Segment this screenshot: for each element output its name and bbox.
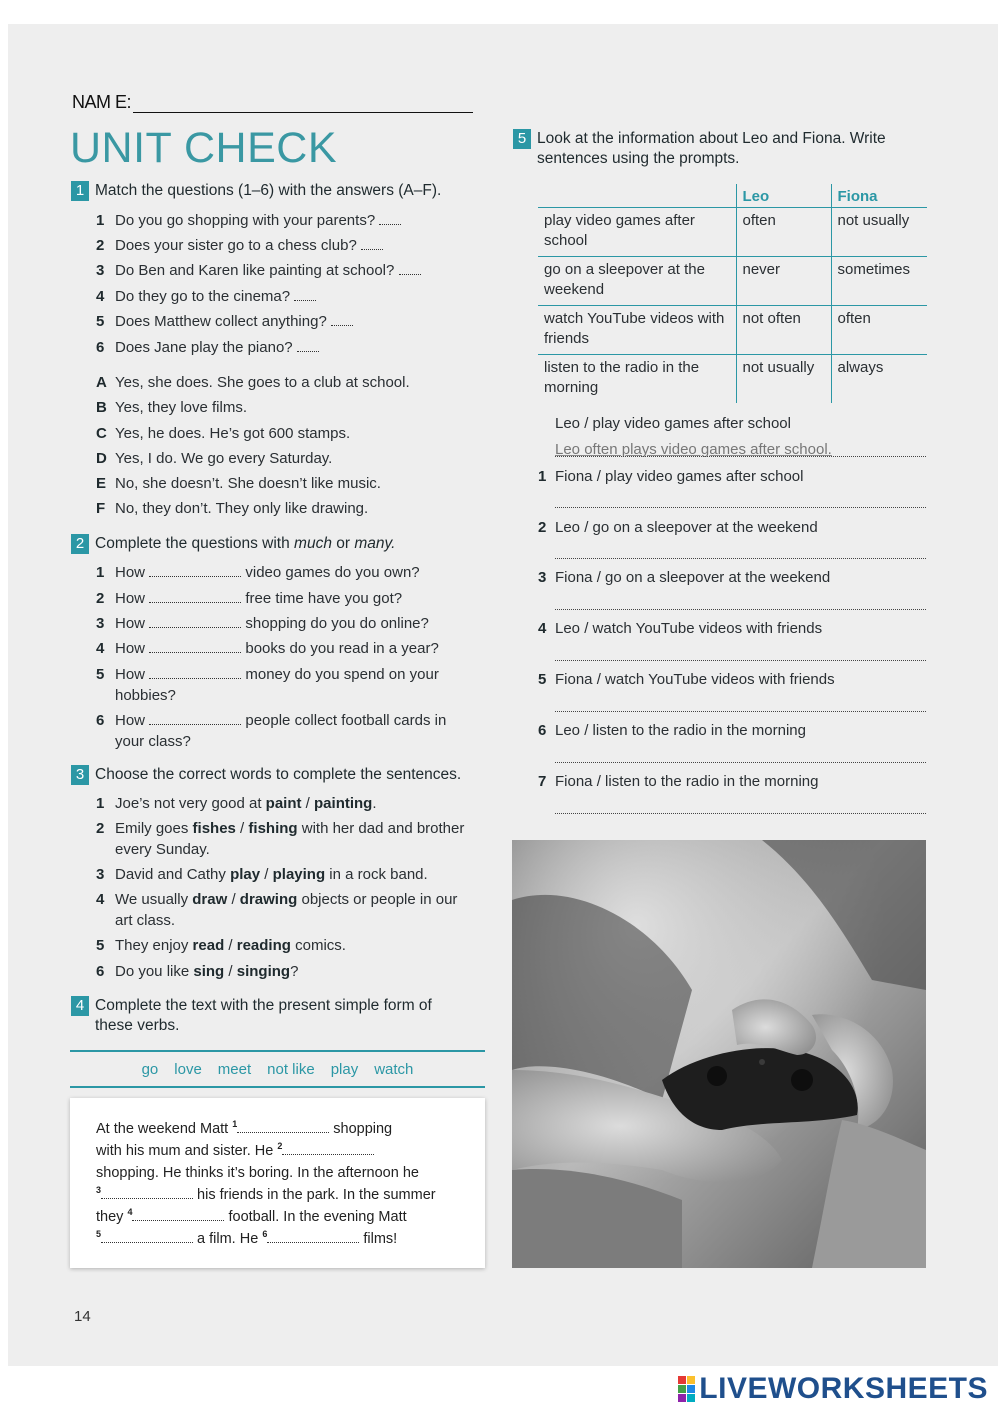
choose-sentence: 3 David and Cathy play / playing in a rock band. <box>96 866 428 883</box>
activity-cell: listen to the radio in the morning <box>544 359 700 396</box>
write-prompt: 5 Fiona / watch YouTube videos with friends <box>538 671 835 688</box>
option-a[interactable]: sing <box>193 963 225 980</box>
gap-fill-text: At the weekend Matt $^1$ shopping with his mum and sister. He $^2$ shopping. He thinks it’s boring. In the afternoon he $^3$ his friends in the park. In the summer they $^4$ football. In the evening Matt $^5$ a film. He $^6$ films! <box>70 1098 485 1268</box>
section-number: 5 <box>513 129 531 149</box>
leo-cell: not usually <box>736 355 831 404</box>
fiona-cell: sometimes <box>831 257 927 306</box>
answer-blank[interactable] <box>361 236 383 250</box>
write-prompt: 4 Leo / watch YouTube videos with friends <box>538 620 823 637</box>
option-b[interactable]: singing <box>236 963 291 980</box>
word-bank-item: meet <box>217 1060 252 1078</box>
fiona-cell: not usually <box>831 208 927 257</box>
liveworksheets-logo <box>678 1372 988 1406</box>
section-instruction: Complete the text with the present simple form of these verbs. <box>95 997 432 1034</box>
choose-sentence: 5 They enjoy read / reading comics. <box>96 937 346 954</box>
match-answer: F No, they don’t. They only like drawing. <box>96 500 369 517</box>
write-prompt: 2 Leo / go on a sleepover at the weekend <box>538 519 818 536</box>
gaming-controller-photo <box>512 840 926 1268</box>
section-5-heading <box>513 129 886 169</box>
word-bank-item: go <box>141 1060 159 1078</box>
name-label: NAM E: <box>72 92 132 112</box>
brand-grid-icon <box>678 1376 695 1402</box>
answer-blank[interactable] <box>297 338 319 352</box>
section-1-heading <box>71 181 441 201</box>
write-prompt: 3 Fiona / go on a sleepover at the weekend <box>538 569 831 586</box>
write-prompt: 6 Leo / listen to the radio in the morning <box>538 722 806 739</box>
match-answer: C Yes, he does. He’s got 600 stamps. <box>96 425 351 442</box>
answer-blank[interactable] <box>399 261 421 275</box>
example-prompt: Leo / play video games after school <box>555 415 791 432</box>
answer-blank[interactable] <box>149 614 241 628</box>
leo-cell: never <box>736 257 831 306</box>
write-prompt: 7 Fiona / listen to the radio in the morning <box>538 773 819 790</box>
answer-line[interactable] <box>555 506 926 508</box>
option-b[interactable]: playing <box>272 866 326 883</box>
choose-sentence: 1 Joe’s not very good at paint / painting. <box>96 795 377 812</box>
table-row <box>538 257 927 306</box>
match-question: 5 Does Matthew collect anything? <box>96 311 353 332</box>
option-b[interactable]: painting <box>314 795 373 812</box>
much-many-question: 1 How video games do you own? <box>96 564 420 581</box>
section-instruction: Match the questions (1–6) with the answers (A–F). <box>95 182 442 199</box>
word-bank-item: watch <box>374 1060 414 1078</box>
answer-line[interactable] <box>555 812 926 814</box>
activity-cell: watch YouTube videos with friends <box>538 306 736 355</box>
choose-sentence: 2 Emily goes fishes / fishing with her dad and brother every Sunday. <box>96 820 465 858</box>
choose-sentence: 6 Do you like sing / singing? <box>96 963 299 980</box>
section-number: 1 <box>71 181 89 201</box>
section-instruction: Complete the questions with much or many. <box>95 535 396 552</box>
much-many-question: 5 How money do you spend on your hobbies? <box>96 666 439 704</box>
table-row <box>538 208 927 257</box>
answer-blank[interactable] <box>379 211 401 225</box>
table-header: Leo <box>736 184 831 208</box>
write-prompt: 1 Fiona / play video games after school <box>538 468 804 485</box>
match-question: 4 Do they go to the cinema? <box>96 286 316 307</box>
answer-line[interactable] <box>555 557 926 559</box>
option-a[interactable]: play <box>230 866 261 883</box>
answer-blank[interactable] <box>132 1207 224 1221</box>
answer-blank[interactable] <box>331 312 353 326</box>
section-number: 2 <box>71 534 89 554</box>
name-field <box>72 92 473 113</box>
answer-blank[interactable] <box>149 711 241 725</box>
match-question: 1 Do you go shopping with your parents? <box>96 210 401 231</box>
much-many-question: 2 How free time have you got? <box>96 590 403 607</box>
match-answer: A Yes, she does. She goes to a club at school. <box>96 374 410 391</box>
brand-name: LIVEWORKSHEETS <box>699 1372 988 1405</box>
section-number: 3 <box>71 765 89 785</box>
answer-blank[interactable] <box>267 1229 359 1243</box>
match-question: 3 Do Ben and Karen like painting at school? <box>96 260 421 281</box>
option-b[interactable]: drawing <box>239 891 298 908</box>
answer-blank[interactable] <box>149 589 241 603</box>
leo-cell: not often <box>736 306 831 355</box>
section-instruction: Choose the correct words to complete the sentences. <box>95 766 462 783</box>
fiona-cell: always <box>831 355 927 404</box>
section-number: 4 <box>71 996 89 1016</box>
option-b[interactable]: fishing <box>248 820 298 837</box>
answer-blank[interactable] <box>101 1229 193 1243</box>
table-row <box>538 306 927 355</box>
word-bank-item: play <box>330 1060 359 1078</box>
option-a[interactable]: draw <box>192 891 228 908</box>
match-question: 6 Does Jane play the piano? <box>96 337 319 358</box>
answer-blank[interactable] <box>237 1119 329 1133</box>
name-input-line[interactable] <box>133 93 473 113</box>
table-header <box>538 184 736 208</box>
leo-fiona-table <box>538 184 927 403</box>
option-a[interactable]: read <box>192 937 225 954</box>
option-a[interactable]: paint <box>265 795 302 812</box>
option-a[interactable]: fishes <box>192 820 236 837</box>
page-number: 14 <box>74 1308 91 1325</box>
answer-line[interactable] <box>555 659 926 661</box>
answer-blank[interactable] <box>149 639 241 653</box>
section-2-heading <box>71 534 395 554</box>
answer-blank[interactable] <box>282 1141 374 1155</box>
section-instruction: Look at the information about Leo and Fiona. Write sentences using the prompts. <box>537 130 886 167</box>
word-bank-item: not like <box>267 1060 315 1078</box>
match-answer: D Yes, I do. We go every Saturday. <box>96 450 333 467</box>
page-title: UNIT CHECK <box>70 124 338 172</box>
answer-line[interactable] <box>555 608 926 610</box>
match-question: 2 Does your sister go to a chess club? <box>96 235 383 256</box>
word-bank-item: love <box>174 1060 202 1078</box>
match-answer: E No, she doesn’t. She doesn’t like music. <box>96 475 381 492</box>
option-b[interactable]: reading <box>236 937 291 954</box>
activity-cell: play video games after school <box>538 208 736 257</box>
fiona-cell: often <box>831 306 927 355</box>
much-many-question: 3 How shopping do you do online? <box>96 615 429 632</box>
much-many-question: 4 How books do you read in a year? <box>96 640 439 657</box>
word-bank <box>70 1050 485 1088</box>
leo-cell: often <box>736 208 831 257</box>
example-answer-line <box>555 455 926 457</box>
choose-sentence: 4 We usually draw / drawing objects or people in our art class. <box>96 891 458 929</box>
activity-cell: go on a sleepover at the weekend <box>538 257 736 306</box>
answer-blank[interactable] <box>149 563 241 577</box>
answer-blank[interactable] <box>149 665 241 679</box>
answer-line[interactable] <box>555 761 926 763</box>
answer-blank[interactable] <box>294 287 316 301</box>
match-answer: B Yes, they love films. <box>96 399 248 416</box>
example-answer: Leo often plays video games after school. <box>555 441 832 458</box>
section-4-heading <box>71 996 432 1036</box>
answer-blank[interactable] <box>101 1185 193 1199</box>
table-row <box>538 355 927 404</box>
answer-line[interactable] <box>555 710 926 712</box>
section-3-heading <box>71 765 461 785</box>
much-many-question: 6 How people collect football cards in your class? <box>96 712 447 750</box>
table-header: Fiona <box>831 184 927 208</box>
